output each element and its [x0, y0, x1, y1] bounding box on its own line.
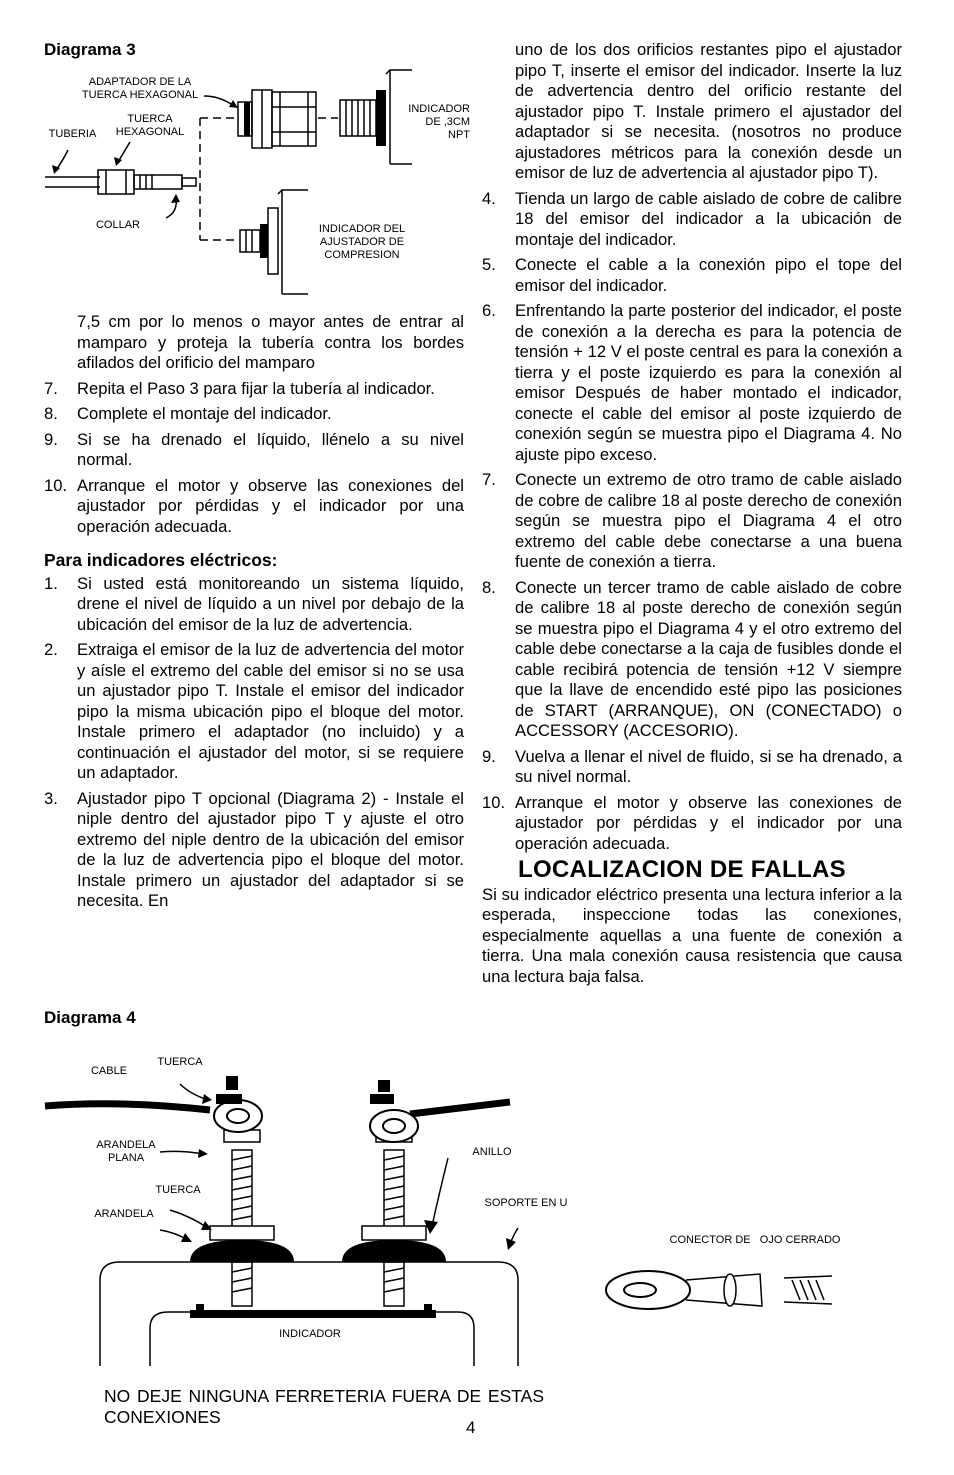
- ring-connector-illustration: [606, 1271, 832, 1309]
- page-number: 4: [466, 1418, 476, 1437]
- list-item: 3. Ajustador pipo T opcional (Diagrama 2) - Instale el niple dentro del ajustador pipo T y ajuste el otro extremo del niple dentro de la ubicación del emisor de la luz de advertencia pipo el bloque del motor. Instale primero un ajustador del adaptador si se necesita. En: [44, 788, 464, 910]
- list-item: 8. Complete el montaje del indicador.: [44, 404, 332, 423]
- diagram-4-illustration: [40, 1050, 900, 1390]
- ring-connector-label: CONECTOR DE OJO CERRADO: [669, 1234, 841, 1246]
- u-bracket-label: SOPORTE EN U: [484, 1197, 568, 1209]
- list-item: 10. Arranque el motor y observe las conexiones de ajustador por pérdidas y el indicador por una operación adecuada.: [482, 792, 902, 853]
- nut-label: TUERCA: [155, 1184, 201, 1196]
- top-nut-label: TUERCA: [157, 1056, 203, 1068]
- compression-gauge-label: INDICADOR DEL AJUSTADOR DE COMPRESION: [318, 223, 406, 261]
- tubing-assembly: [45, 170, 196, 194]
- list-item: 9. Vuelva a llenar el nivel de fluido, si se ha drenado, a su nivel normal.: [482, 746, 902, 786]
- diagram-4-title: Diagrama 4: [44, 1008, 136, 1027]
- right-column: [482, 40, 902, 987]
- adapter-label: ADAPTADOR DE LA TUERCA HEXAGONAL: [81, 76, 199, 101]
- npt-gauge-label: INDICADOR DE ,3CM NPT: [408, 103, 470, 141]
- hex-adapter: [238, 90, 316, 148]
- hex-nut-label: TUERCA HEXAGONAL: [115, 113, 185, 138]
- electrical-section-title: Para indicadores eléctricos:: [44, 550, 278, 570]
- right-post: [342, 1080, 510, 1306]
- flat-washer-label: ARANDELA PLANA: [96, 1139, 156, 1164]
- cable-label: CABLE: [90, 1065, 128, 1077]
- hardware-warning: NO DEJE NINGUNA FERRETERIA FUERA DE ESTAS CONEXIONES: [104, 1386, 544, 1427]
- left-continuation: 7,5 cm por lo menos o mayor antes de entrar al mamparo y proteja la tubería contra los bordes afilados del orificio del mamparo: [77, 312, 464, 372]
- list-item: 10. Arranque el motor y observe las conexiones del ajustador por pérdidas y el indicador por una operación adecuada.: [44, 475, 464, 536]
- right-continuation: uno de los dos orificios restantes pipo el ajustador pipo T, inserte el emisor del indicador. Inserte la luz de advertencia dentro del orificio restante del ajustador pipo T. Instale primero el ajustador del adaptador si se necesita. (nosotros no produce ajustadores métricos para la conexión desde un emisor de luz de advertencia al ajustador pipo T).: [515, 40, 902, 182]
- list-item: 6. Enfrentando la parte posterior del indicador, el poste de conexión a la derecha es para la potencia de tensión + 12 V el poste central es para la conexión a tierra y el poste izquierdo es para la conexión al emisor Después de haber montado el indicador, conecte el cable del emisor al poste izquierdo de conexión según se muestra pipo el Diagrama 4. No ajuste pipo exceso.: [482, 301, 902, 464]
- diagram-3-title: Diagrama 3: [44, 40, 136, 59]
- list-item: 2. Extraiga el emisor de la luz de advertencia del motor y aísle el extremo del cable del emisor si no se usa un ajustador pipo T. Instale el emisor del indicador pipo la misma ubicación pipo el bloque del motor. Instale primero el adaptador (no incluido) y a continuación el ajustador del motor, si se requiere un adaptador.: [44, 640, 464, 782]
- list-item: 9. Si se ha drenado el líquido, llénelo a su nivel normal.: [44, 429, 464, 469]
- list-item: 5. Conecte el cable a la conexión pipo el tope del emisor del indicador.: [482, 255, 902, 295]
- ring-label: ANILLO: [472, 1146, 512, 1158]
- list-item: 4. Tienda un largo de cable aislado de cobre de calibre 18 del emisor del indicador a la ubicación de montaje del indicador.: [482, 188, 902, 249]
- collar-label: COLLAR: [95, 219, 141, 231]
- list-item: 7. Conecte un extremo de otro tramo de cable aislado de cobre de calibre 18 al poste derecho de conexión según se muestra pipo el Diagrama 4 el otro extremo del cable debe conectarse a una buena fuente de conexión a tierra.: [482, 470, 902, 571]
- gauge-label: INDICADOR: [279, 1328, 341, 1340]
- left-column: [44, 312, 464, 917]
- list-item: 7. Repita el Paso 3 para fijar la tubería al indicador.: [44, 378, 435, 398]
- list-item: 8. Conecte un tercer tramo de cable aislado de cobre de calibre 18 al poste derecho de conexión según se muestra pipo el Diagrama 4 y el otro extremo del cable debe conectarse a la caja de fusibles donde el cable recibirá potencia de tensión +12 V siempre que la llave de encendido esté pipo las posiciones de START (ARRANQUE), ON (CONECTADO) o ACCESSORY (ACCESORIO).: [482, 577, 902, 740]
- troubleshooting-title: LOCALIZACION DE FALLAS: [518, 856, 846, 883]
- tubing-label: TUBERIA: [48, 128, 97, 140]
- electrical-steps-continued: [482, 189, 902, 855]
- troubleshooting-text: Si su indicador eléctrico presenta una lectura inferior a la esperada, inspeccione todas las conexiones, especialmente aquellas a una fuente de conexión a tierra. Una mala conexión causa resistencia que causa una lectura baja falsa.: [482, 884, 902, 986]
- compression-gauge-fitting: [240, 190, 308, 294]
- electrical-steps: [44, 574, 464, 912]
- washer-label: ARANDELA: [94, 1208, 154, 1220]
- installation-steps: [44, 379, 464, 538]
- list-item: 1. Si usted está monitoreando un sistema líquido, drene el nivel de líquido a un nivel por debajo de la ubicación del emisor de la luz de advertencia.: [44, 573, 464, 634]
